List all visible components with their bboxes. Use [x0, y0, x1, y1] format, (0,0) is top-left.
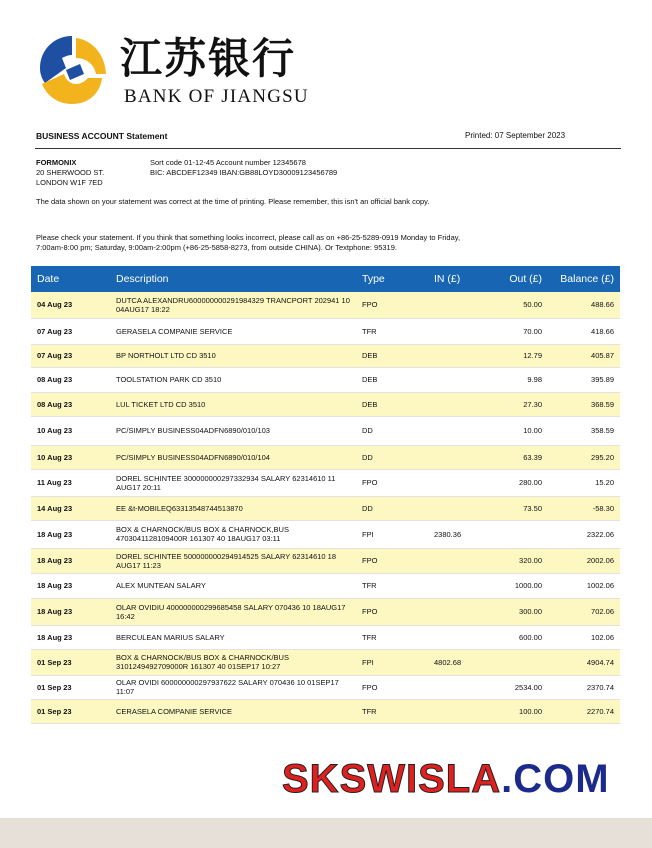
cell-date: 14 Aug 23: [31, 496, 110, 520]
cell-balance: 1002.06: [548, 573, 620, 598]
cell-out: 9.98: [488, 367, 548, 392]
table-row: [31, 469, 620, 496]
cell-description: OLAR OVIDI 600000000297937622 SALARY 070436 10 01SEP17 11:07: [110, 675, 356, 699]
cell-in: 4802.68: [428, 649, 488, 675]
cell-in: [428, 416, 488, 445]
cell-in: 2380.36: [428, 520, 488, 548]
table-row: [31, 445, 620, 469]
cell-type: TFR: [356, 318, 428, 344]
company-name: FORMONIX: [36, 158, 77, 167]
cell-in: [428, 344, 488, 367]
cell-in: [428, 292, 488, 318]
cell-balance: 405.87: [548, 344, 620, 367]
cell-type: TFR: [356, 625, 428, 649]
cell-description: ALEX MUNTEAN SALARY: [110, 573, 356, 598]
table-row: [31, 392, 620, 416]
table-row: [31, 344, 620, 367]
cell-balance: 2002.06: [548, 548, 620, 573]
watermark: [282, 757, 610, 802]
cell-type: DEB: [356, 392, 428, 416]
table-row: [31, 292, 620, 318]
cell-date: 18 Aug 23: [31, 598, 110, 625]
cell-date: 01 Sep 23: [31, 699, 110, 723]
cell-balance: 418.66: [548, 318, 620, 344]
cell-type: FPI: [356, 520, 428, 548]
col-header-in: IN (£): [428, 266, 488, 292]
cell-date: 18 Aug 23: [31, 625, 110, 649]
cell-out: [488, 649, 548, 675]
cell-type: FPO: [356, 675, 428, 699]
cell-out: 50.00: [488, 292, 548, 318]
customer-address: [36, 158, 104, 188]
bank-logo: [36, 34, 366, 108]
cell-type: DEB: [356, 367, 428, 392]
cell-out: 27.30: [488, 392, 548, 416]
cell-out: 600.00: [488, 625, 548, 649]
cell-description: BP NORTHOLT LTD CD 3510: [110, 344, 356, 367]
account-details: [150, 158, 337, 178]
cell-in: [428, 675, 488, 699]
table-header-row: [31, 266, 620, 292]
watermark-domain: .COM: [501, 757, 610, 801]
cell-type: FPI: [356, 649, 428, 675]
cell-type: DD: [356, 496, 428, 520]
cell-balance: 4904.74: [548, 649, 620, 675]
cell-out: 100.00: [488, 699, 548, 723]
printed-date: Printed: 07 September 2023: [465, 131, 566, 140]
table-row: [31, 649, 620, 675]
cell-date: 07 Aug 23: [31, 318, 110, 344]
cell-in: [428, 392, 488, 416]
cell-type: FPO: [356, 598, 428, 625]
address-line-2: LONDON W1F 7ED: [36, 178, 103, 187]
cell-out: 10.00: [488, 416, 548, 445]
cell-type: FPO: [356, 292, 428, 318]
cell-balance: 2270.74: [548, 699, 620, 723]
cell-balance: -58.30: [548, 496, 620, 520]
cell-in: [428, 548, 488, 573]
address-line-1: 20 SHERWOOD ST.: [36, 168, 105, 177]
cell-date: 01 Sep 23: [31, 649, 110, 675]
cell-type: TFR: [356, 699, 428, 723]
cell-type: FPO: [356, 548, 428, 573]
cell-type: DD: [356, 416, 428, 445]
bank-name-chinese: 江苏银行: [120, 34, 297, 83]
cell-out: 73.50: [488, 496, 548, 520]
cell-description: LUL TICKET LTD CD 3510: [110, 392, 356, 416]
cell-out: 2534.00: [488, 675, 548, 699]
cell-date: 08 Aug 23: [31, 392, 110, 416]
watermark-text: SKSWISLA: [282, 757, 502, 801]
cell-balance: 702.06: [548, 598, 620, 625]
bottom-strip: [0, 818, 652, 848]
cell-type: DD: [356, 445, 428, 469]
cell-in: [428, 573, 488, 598]
table-row: [31, 699, 620, 723]
cell-description: GERASELA COMPANIE SERVICE: [110, 318, 356, 344]
table-row: [31, 675, 620, 699]
cell-date: 08 Aug 23: [31, 367, 110, 392]
cell-date: 10 Aug 23: [31, 416, 110, 445]
cell-out: 63.39: [488, 445, 548, 469]
cell-out: [488, 520, 548, 548]
cell-in: [428, 367, 488, 392]
cell-in: [428, 445, 488, 469]
table-row: [31, 548, 620, 573]
cell-description: TOOLSTATION PARK CD 3510: [110, 367, 356, 392]
sort-code-account-number: Sort code 01-12-45 Account number 12345678: [150, 158, 306, 167]
cell-description: DOREL SCHINTEE 500000000294914525 SALARY 62314610 18 AUG17 11:23: [110, 548, 356, 573]
accuracy-note: The data shown on your statement was correct at the time of printing. Please remember, this isn't an official bank copy.: [36, 197, 430, 206]
header-divider: [35, 148, 621, 149]
cell-type: TFR: [356, 573, 428, 598]
cell-out: 12.79: [488, 344, 548, 367]
cell-description: EE &t-MOBILEQ63313548744513870: [110, 496, 356, 520]
cell-balance: 2322.06: [548, 520, 620, 548]
bank-name-english: BANK OF JIANGSU: [124, 86, 309, 107]
cell-description: BOX & CHARNOCK/BUS BOX & CHARNOCK/BUS 3101249492709000R 161307 40 01SEP17 10:27: [110, 649, 356, 675]
cell-type: DEB: [356, 344, 428, 367]
cell-type: FPO: [356, 469, 428, 496]
cell-description: OLAR OVIDIU 400000000299685458 SALARY 070436 10 18AUG17 16:42: [110, 598, 356, 625]
table-row: [31, 573, 620, 598]
transactions-table: [31, 266, 620, 724]
col-header-out: Out (£): [488, 266, 548, 292]
cell-description: DOREL SCHINTEE 300000000297332934 SALARY 62314610 11 AUG17 20:11: [110, 469, 356, 496]
cell-description: BERCULEAN MARIUS SALARY: [110, 625, 356, 649]
table-row: [31, 496, 620, 520]
cell-balance: 2370.74: [548, 675, 620, 699]
cell-date: 07 Aug 23: [31, 344, 110, 367]
table-row: [31, 625, 620, 649]
table-row: [31, 520, 620, 548]
col-header-balance: Balance (£): [548, 266, 620, 292]
cell-description: CERASELA COMPANIE SERVICE: [110, 699, 356, 723]
table-row: [31, 367, 620, 392]
cell-in: [428, 496, 488, 520]
col-header-description: Description: [110, 266, 356, 292]
table-row: [31, 416, 620, 445]
cell-balance: 358.59: [548, 416, 620, 445]
cell-balance: 368.59: [548, 392, 620, 416]
cell-date: 18 Aug 23: [31, 520, 110, 548]
bic-iban: BIC: ABCDEF12349 IBAN:GB88LOYD30009123456789: [150, 168, 338, 177]
cell-out: 70.00: [488, 318, 548, 344]
bank-emblem-icon: [36, 34, 108, 106]
cell-balance: 295.20: [548, 445, 620, 469]
cell-in: [428, 699, 488, 723]
cell-in: [428, 318, 488, 344]
cell-out: 320.00: [488, 548, 548, 573]
table-row: [31, 598, 620, 625]
cell-in: [428, 598, 488, 625]
cell-date: 04 Aug 23: [31, 292, 110, 318]
cell-date: 11 Aug 23: [31, 469, 110, 496]
cell-description: DUTCA ALEXANDRU60000000029198432​9 TRANCPORT 202941 10 04AUG17 18:22: [110, 292, 356, 318]
cell-in: [428, 469, 488, 496]
cell-balance: 15.20: [548, 469, 620, 496]
cell-description: BOX & CHARNOCK/BUS BOX & CHARNOCK,BUS 4703041128109400R 161307 40 18AUG17 03:11: [110, 520, 356, 548]
col-header-type: Type: [356, 266, 428, 292]
cell-date: 10 Aug 23: [31, 445, 110, 469]
contact-note: Please check your statement. If you think that something looks incorrect, please call as on +86-25-5289-0919 Monday to Friday, 7:00am-8:00 pm; Saturday, 9:00am-2:00pm (+86-25-5858-8273, from outside CHINA). Or Textphone: 95319.: [36, 233, 461, 252]
cell-balance: 488.66: [548, 292, 620, 318]
cell-in: [428, 625, 488, 649]
cell-balance: 395.89: [548, 367, 620, 392]
cell-description: PC/SIMPLY BUSINESS04ADFN6890/010/104: [110, 445, 356, 469]
cell-out: 1000.00: [488, 573, 548, 598]
cell-out: 280.00: [488, 469, 548, 496]
cell-description: PC/SIMPLY BUSINESS04ADFN6890/010/103: [110, 416, 356, 445]
cell-date: 01 Sep 23: [31, 675, 110, 699]
col-header-date: Date: [31, 266, 110, 292]
cell-date: 18 Aug 23: [31, 573, 110, 598]
table-row: [31, 318, 620, 344]
cell-out: 300.00: [488, 598, 548, 625]
cell-date: 18 Aug 23: [31, 548, 110, 573]
cell-balance: 102.06: [548, 625, 620, 649]
statement-title: BUSINESS ACCOUNT Statement: [36, 131, 168, 141]
